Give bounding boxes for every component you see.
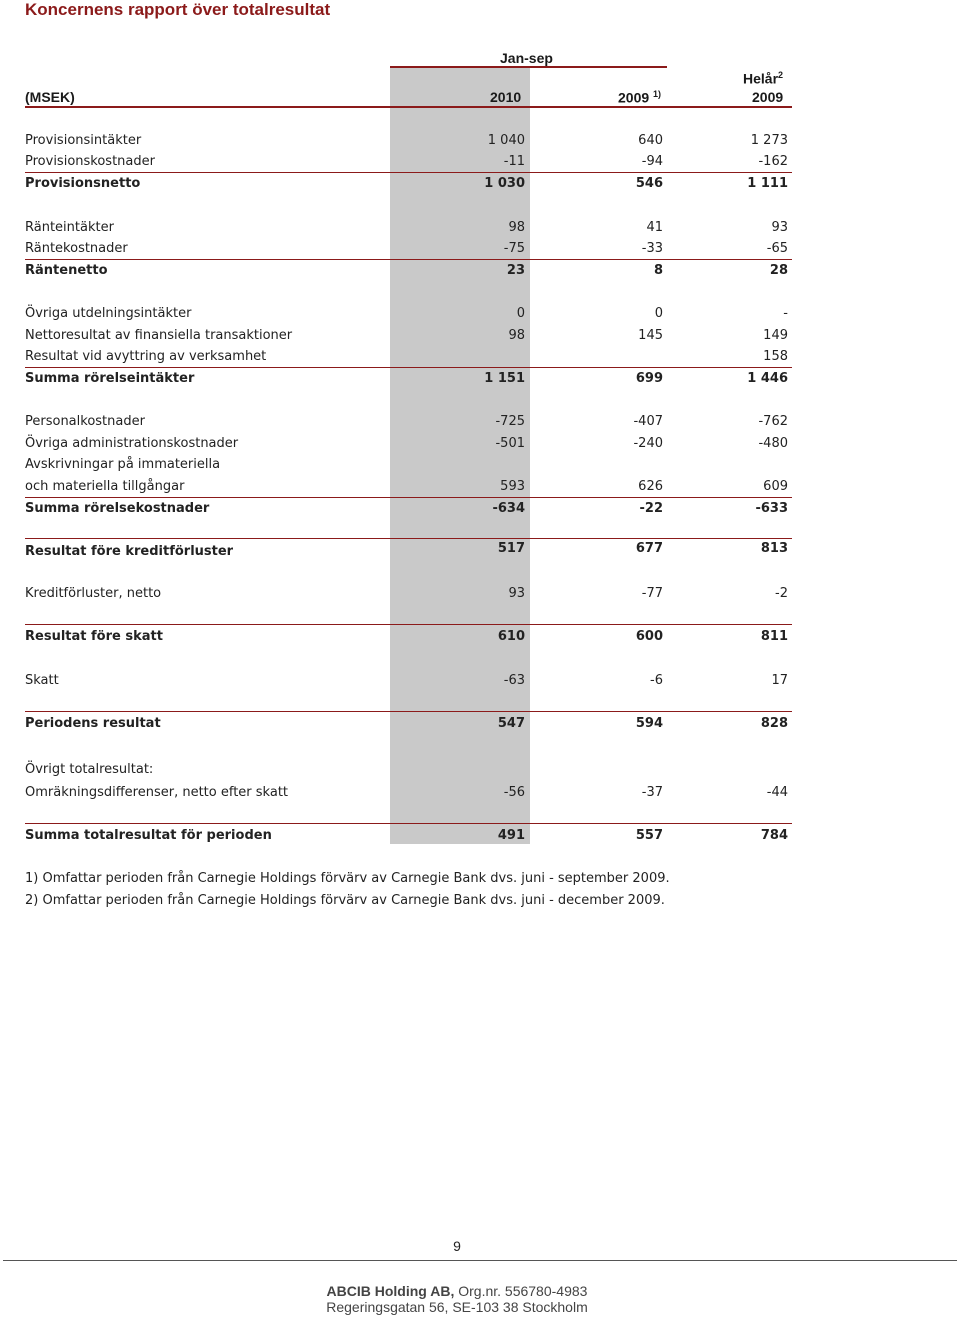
table-row: Resultat före skatt 610 600 811 — [25, 629, 788, 644]
footnote-2: 2) Omfattar perioden från Carnegie Holdings förvärv av Carnegie Bank dvs. juni - december 2009. — [25, 893, 665, 908]
table-row: Räntenetto 23 8 28 — [25, 263, 788, 278]
table-row: och materiella tillgångar 593 626 609 — [25, 479, 788, 494]
table-row: Personalkostnader -725 -407 -762 — [25, 414, 788, 429]
page-number: 9 — [453, 1238, 461, 1254]
subtotal-rule — [25, 172, 792, 173]
table-row: Provisionsintäkter 1 040 640 1 273 — [25, 133, 788, 148]
table-row: Resultat vid avyttring av verksamhet 158 — [25, 349, 788, 364]
table-row: Summa rörelsekostnader -634 -22 -633 — [25, 501, 788, 516]
table-row: Ränteintäkter 98 41 93 — [25, 220, 788, 235]
table-row: Provisionsnetto 1 030 546 1 111 — [25, 176, 788, 191]
table-row: Omräkningsdifferenser, netto efter skatt -56 -37 -44 — [25, 785, 788, 800]
subtotal-rule — [25, 711, 792, 712]
col-header-full-year-2009: 2009 — [752, 89, 784, 105]
subtotal-rule — [25, 259, 792, 260]
footnote-1: 1) Omfattar perioden från Carnegie Holdings förvärv av Carnegie Bank dvs. juni - september 2009. — [25, 871, 670, 886]
table-row: Skatt -63 -6 17 — [25, 673, 788, 688]
table-row: Periodens resultat 547 594 828 — [25, 716, 788, 731]
subtotal-rule — [25, 823, 792, 824]
subtotal-rule — [25, 538, 792, 539]
period-group-rule — [390, 66, 667, 68]
footer-company: ABCIB Holding AB, Org.nr. 556780-4983 — [326, 1283, 588, 1299]
full-year-header: Helår$^2$ — [743, 70, 784, 87]
footer-address: Regeringsgatan 56, SE-103 38 Stockholm — [326, 1299, 588, 1315]
unit-label: (MSEK) — [25, 89, 75, 105]
table-row: Övriga utdelningsintäkter 0 0 - — [25, 306, 788, 321]
table-row: Kreditförluster, netto 93 -77 -2 — [25, 586, 788, 601]
subtotal-rule — [25, 624, 792, 625]
subtotal-rule — [25, 367, 792, 368]
table-row: Summa totalresultat för perioden 491 557 784 — [25, 828, 788, 843]
header-rule — [25, 106, 792, 108]
page-title: Koncernens rapport över totalresultat — [25, 0, 331, 19]
table-row: Övrigt totalresultat: — [25, 762, 154, 777]
period-group-header: Jan-sep — [500, 50, 553, 66]
footer-rule — [3, 1260, 957, 1261]
table-row: Övriga administrationskostnader -501 -240 -480 — [25, 436, 788, 451]
table-row: Resultat före kreditförluster 517 677 813 — [25, 541, 788, 559]
table-row: Räntekostnader -75 -33 -65 — [25, 241, 788, 256]
table-row: Summa rörelseintäkter 1 151 699 1 446 — [25, 371, 788, 386]
table-row: Nettoresultat av finansiella transaktioner 98 145 149 — [25, 328, 788, 343]
col-header-2009: 2009 $^{1)}$ — [618, 89, 662, 106]
col-header-2010: 2010 — [490, 89, 522, 105]
table-row: Avskrivningar på immateriella — [25, 457, 221, 472]
subtotal-rule — [25, 497, 792, 498]
table-row: Provisionskostnader -11 -94 -162 — [25, 154, 788, 169]
